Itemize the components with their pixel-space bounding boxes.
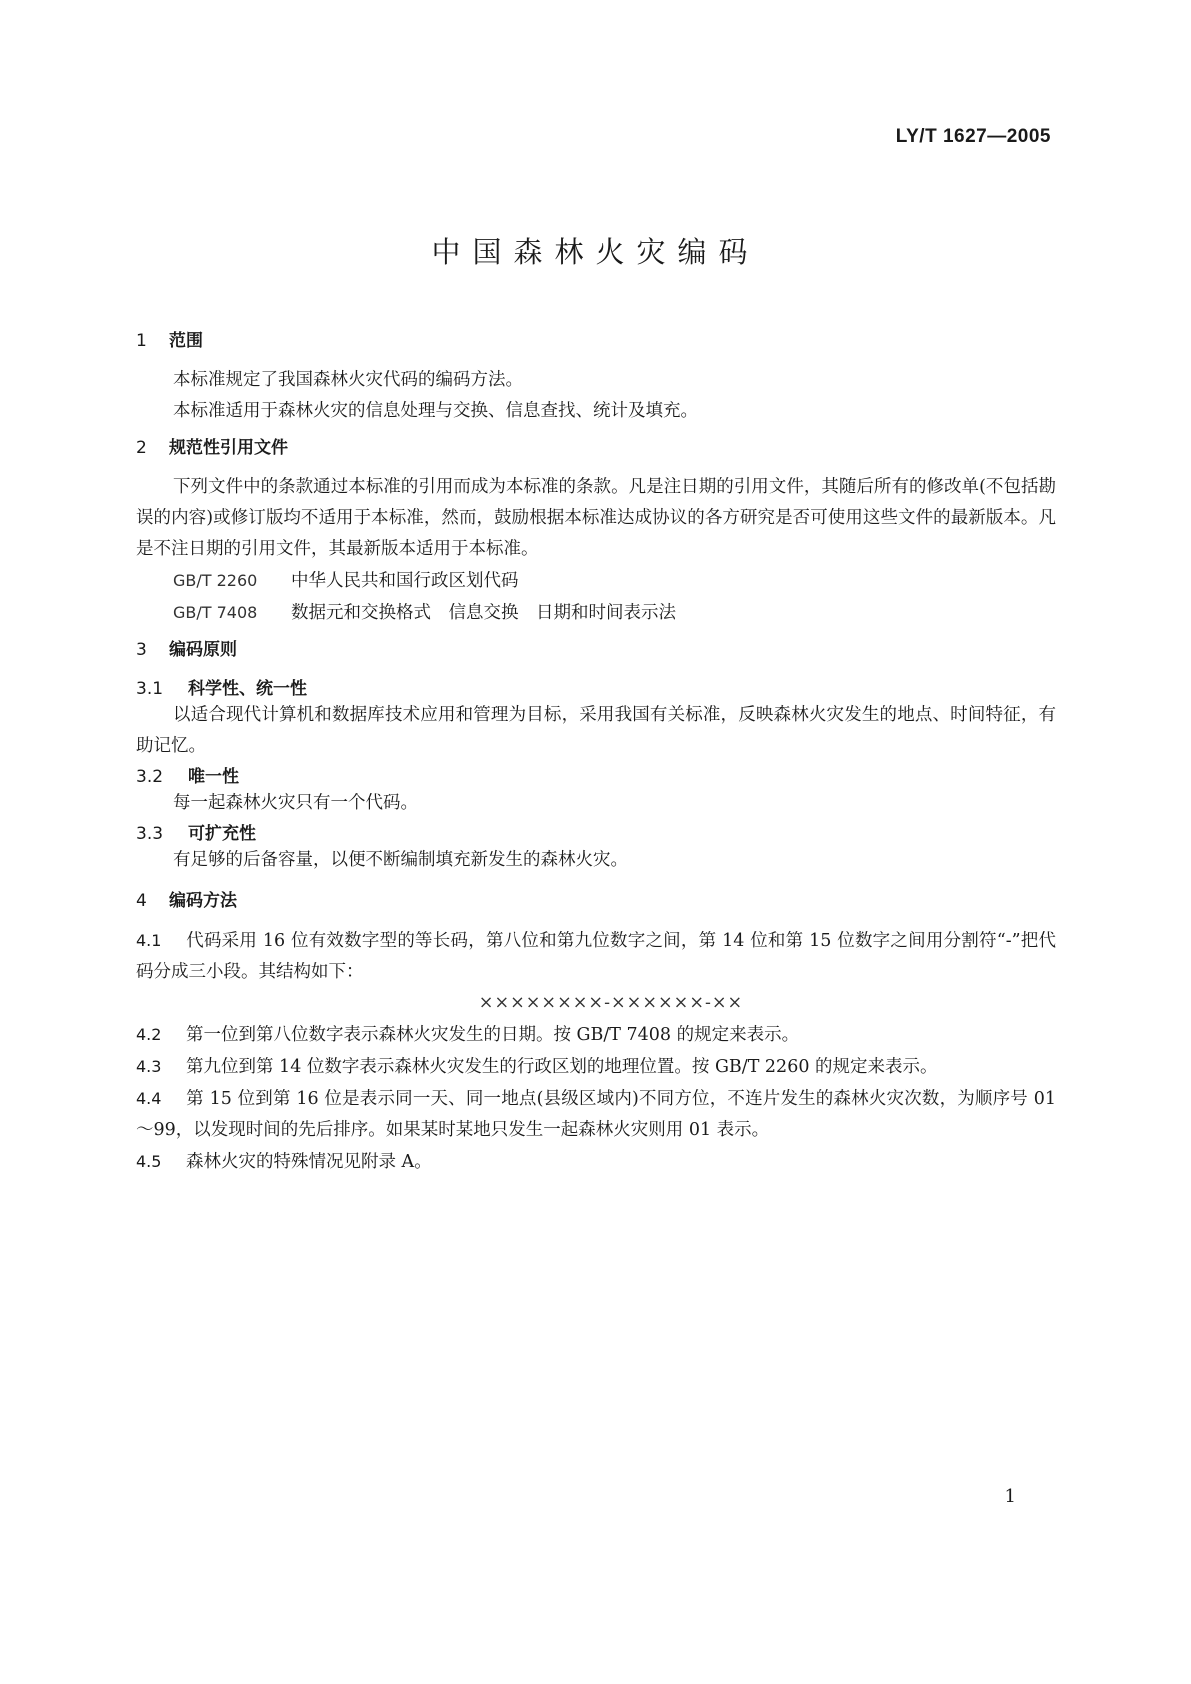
- clause-number: 4.1: [136, 931, 162, 950]
- reference-code: GB/T 7408: [173, 603, 258, 622]
- clause-text: 代码采用 16 位有效数字型的等长码，第八位和第九位数字之间，第 14 位和第 15 位数字之间用分割符“-”把代码分成三小段。其结构如下：: [136, 931, 1056, 982]
- subsection-title: 可扩充性: [188, 824, 256, 844]
- page-number: 1: [1004, 1486, 1016, 1507]
- clause-4-3: [136, 1051, 1056, 1083]
- subsection-number: 3.2: [136, 767, 164, 787]
- section-title: 范围: [169, 331, 203, 351]
- clause-text: 森林火灾的特殊情况见附录 A。: [186, 1152, 432, 1172]
- section-number: 2: [136, 438, 147, 458]
- clause-number: 4.3: [136, 1057, 162, 1076]
- subsection-number: 3.1: [136, 679, 164, 699]
- clause-4-1: [136, 925, 1056, 988]
- normative-reference: [136, 597, 1056, 629]
- subsection-3-2-heading: [136, 766, 1056, 788]
- section-number: 3: [136, 640, 147, 660]
- paragraph: 本标准规定了我国森林火灾代码的编码方法。: [173, 370, 523, 390]
- section-2-heading: [136, 437, 1056, 459]
- section-4-heading: [136, 890, 1056, 912]
- reference-title: 中华人民共和国行政区划代码: [291, 571, 519, 591]
- section-title: 编码方法: [169, 891, 237, 911]
- clause-4-2: [136, 1019, 1056, 1051]
- clause-number: 4.5: [136, 1152, 162, 1171]
- section-number: 1: [136, 331, 147, 351]
- clause-4-4: [136, 1083, 1056, 1146]
- paragraph: 有足够的后备容量，以便不断编制填充新发生的森林火灾。: [173, 850, 628, 870]
- clause-number: 4.4: [136, 1089, 162, 1108]
- paragraph: 下列文件中的条款通过本标准的引用而成为本标准的条款。凡是注日期的引用文件，其随后所有的修改单(不包括勘误的内容)或修订版均不适用于本标准，然而，鼓励根据本标准达成协议的各方研究是否可使用这些文件的最新版本。凡是不注日期的引用文件，其最新版本适用于本标准。: [136, 477, 1056, 559]
- standard-number: LY/T 1627—2005: [895, 126, 1051, 147]
- subsection-3-1-heading: [136, 678, 1056, 700]
- paragraph: 以适合现代计算机和数据库技术应用和管理为目标，采用我国有关标准，反映森林火灾发生的地点、时间特征，有助记忆。: [136, 705, 1056, 756]
- section-number: 4: [136, 891, 147, 911]
- subsection-title: 科学性、统一性: [188, 679, 307, 699]
- paragraph: 本标准适用于森林火灾的信息处理与交换、信息查找、统计及填充。: [173, 401, 698, 421]
- clause-text: 第九位到第 14 位数字表示森林火灾发生的行政区划的地理位置。按 GB/T 2260 的规定来表示。: [186, 1057, 938, 1077]
- section-title: 编码原则: [169, 640, 237, 660]
- section-1-heading: [136, 330, 1056, 352]
- subsection-title: 唯一性: [188, 767, 239, 787]
- clause-text: 第 15 位到第 16 位是表示同一天、同一地点(县级区域内)不同方位，不连片发生的森林火灾次数，为顺序号 01～99，以发现时间的先后排序。如果某时某地只发生一起森林火灾则用 01 表示。: [136, 1089, 1056, 1140]
- clause-number: 4.2: [136, 1025, 162, 1044]
- section-3-heading: [136, 639, 1056, 661]
- normative-reference: [136, 565, 1056, 597]
- reference-title: 数据元和交换格式 信息交换 日期和时间表示法: [291, 603, 676, 623]
- clause-4-5: [136, 1146, 1056, 1178]
- code-structure-pattern: ××××××××-××××××-××: [478, 993, 744, 1013]
- subsection-number: 3.3: [136, 824, 164, 844]
- subsection-3-3-heading: [136, 823, 1056, 845]
- clause-text: 第一位到第八位数字表示森林火灾发生的日期。按 GB/T 7408 的规定来表示。: [186, 1025, 800, 1045]
- reference-code: GB/T 2260: [173, 571, 258, 590]
- document-title: 中国森林火灾编码: [431, 235, 760, 269]
- section-title: 规范性引用文件: [169, 438, 288, 458]
- paragraph: 每一起森林火灾只有一个代码。: [173, 793, 418, 813]
- document-body: [136, 330, 1056, 1178]
